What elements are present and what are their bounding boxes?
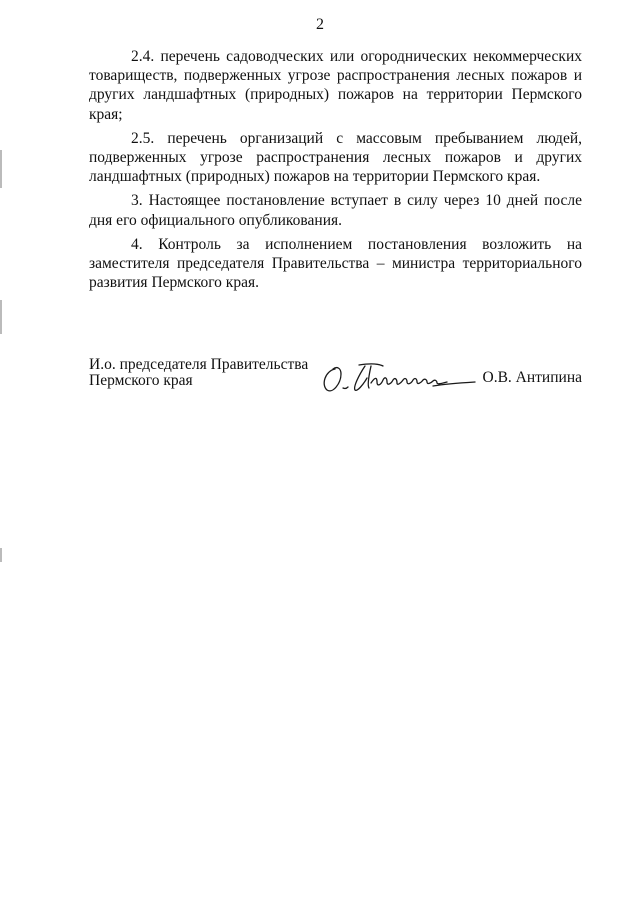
- scan-margin-mark: [0, 548, 2, 562]
- paragraph-3: 3. Настоящее постановление вступает в силу через 10 дней после дня его официального опубликования.: [89, 192, 582, 229]
- signatory-title-line-2: Пермского края: [89, 372, 193, 389]
- scan-margin-mark: [0, 300, 2, 334]
- signatory-name: О.В. Антипина: [482, 369, 582, 386]
- paragraph-2-4: 2.4. перечень садоводческих или огороднических некоммерческих товариществ, подверженных угрозе распространения лесных пожаров и других ландшафтных (природных) пожаров на территории Пермского края;: [89, 48, 582, 123]
- handwritten-signature: [319, 361, 479, 395]
- paragraph-4: 4. Контроль за исполнением постановления возложить на заместителя председателя Правительства – министра территориального развития Пермского края.: [89, 235, 582, 292]
- document-body: [89, 47, 582, 297]
- scan-margin-mark: [0, 150, 2, 188]
- signatory-title: [89, 357, 308, 389]
- page-number: 2: [316, 16, 324, 33]
- paragraph-2-5: 2.5. перечень организаций с массовым пребыванием людей, подверженных угрозе распространения лесных пожаров и других ландшафтных (природных) пожаров на территории Пермского края.: [89, 129, 582, 186]
- signature-block: [89, 357, 582, 397]
- signatory-title-line-1: И.о. председателя Правительства: [89, 356, 309, 373]
